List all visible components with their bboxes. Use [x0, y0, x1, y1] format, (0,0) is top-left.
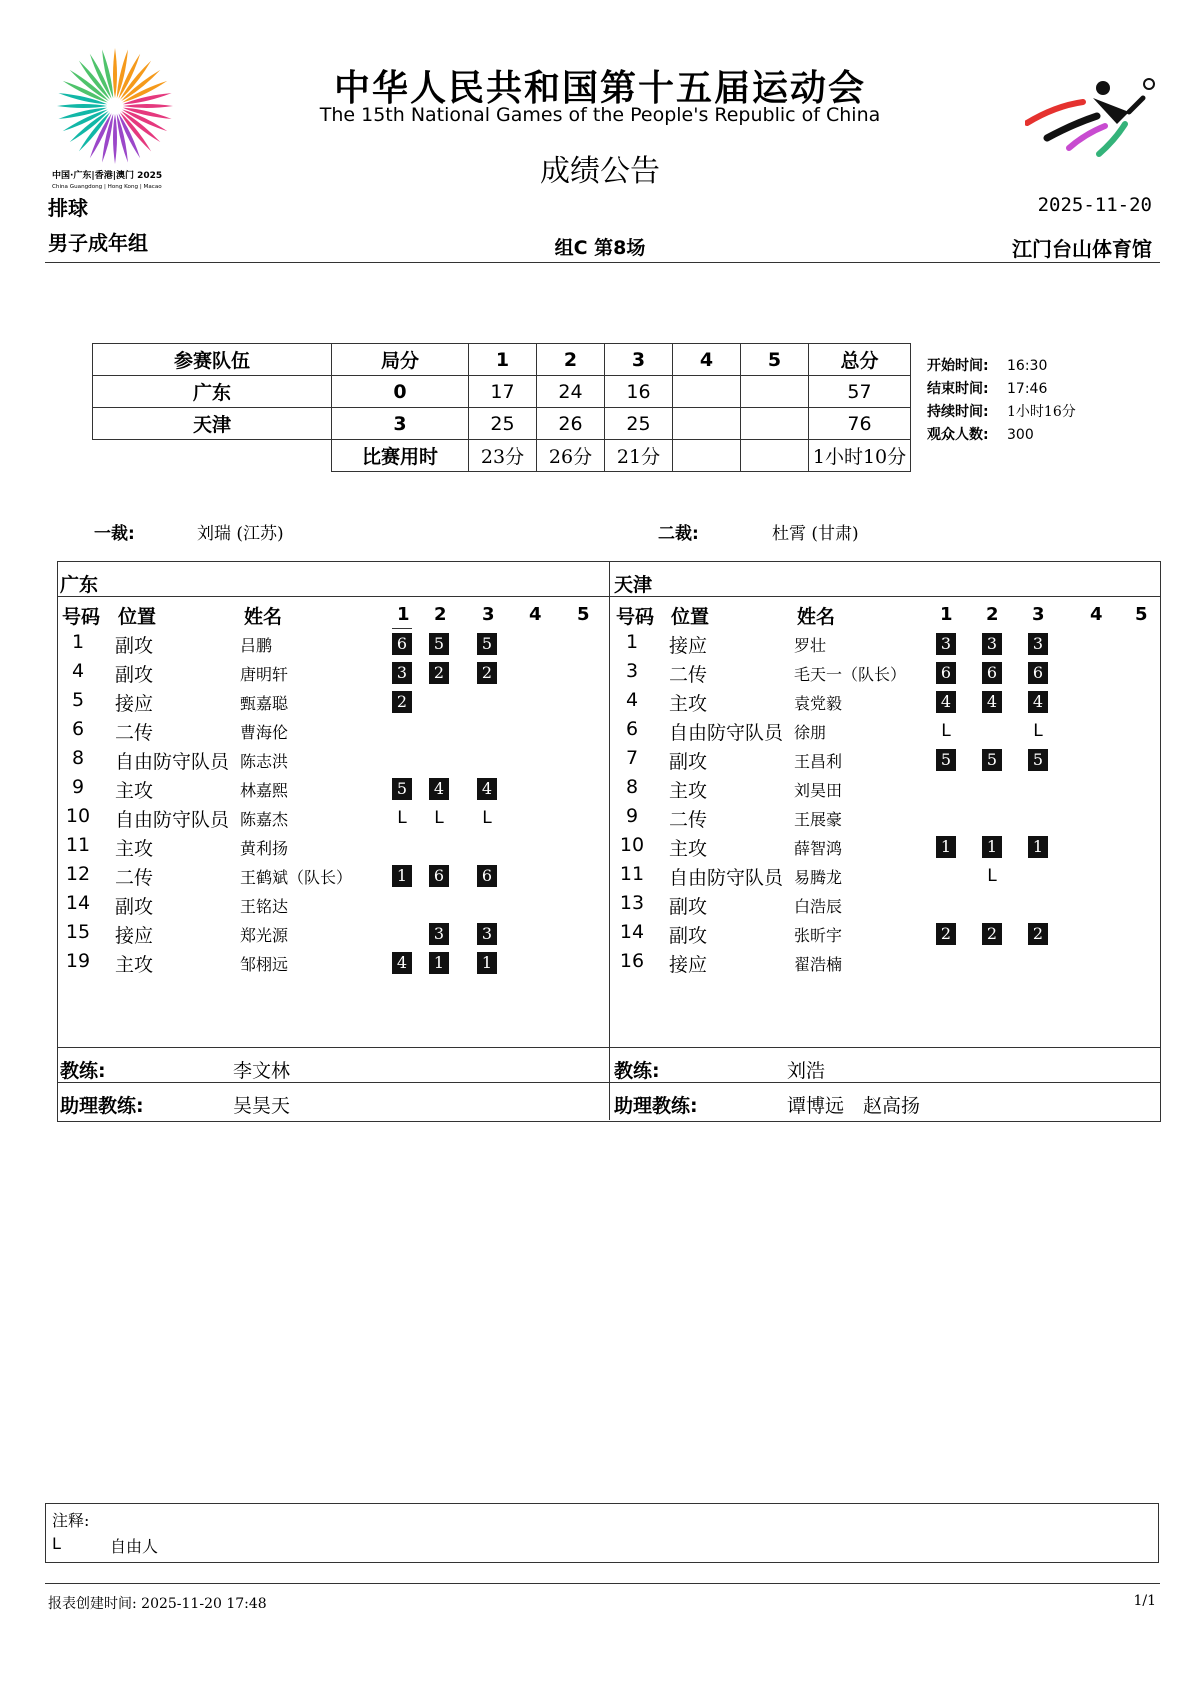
player-position: 副攻: [115, 896, 154, 918]
player-name: 唐明轩: [240, 665, 289, 684]
player-row: [609, 689, 1149, 717]
player-position: 接应: [669, 954, 708, 976]
rotation-position: 4: [392, 952, 412, 974]
rotation-position: 5: [477, 633, 497, 655]
rotation-position: 1: [936, 836, 956, 858]
player-name: 易腾龙: [794, 868, 843, 887]
score-header-set-1: 1: [469, 344, 537, 376]
second-referee: 杜霄 (甘肃): [772, 524, 859, 544]
player-name: 郑光源: [240, 926, 289, 945]
player-number: 11: [619, 863, 645, 885]
player-name: 薛智鸿: [794, 839, 843, 858]
first-referee-label: 一裁:: [94, 524, 135, 544]
score-row-team-a: [93, 376, 911, 408]
player-number: 1: [625, 631, 639, 653]
notes-box: [45, 1503, 1159, 1563]
player-name: 翟浩楠: [794, 955, 843, 974]
results-title: 成绩公告: [540, 154, 660, 189]
match-date: 2025-11-20: [1037, 194, 1152, 216]
libero-marker: L: [397, 808, 407, 828]
set-header: 1: [940, 604, 953, 625]
rotation-position: 1: [392, 865, 412, 887]
rotation-position: 1: [477, 952, 497, 974]
player-name: 张昕宇: [794, 926, 843, 945]
score-header-team: 参赛队伍: [93, 344, 332, 376]
logo-text-line1: 中国·广东|香港|澳门 2025: [52, 171, 163, 181]
score-duration-row: [93, 440, 911, 472]
page-title: 中华人民共和国第十五届运动会: [333, 68, 866, 109]
team-b-name: 天津: [614, 574, 653, 596]
team-a-coach-label: 教练:: [60, 1060, 106, 1082]
player-row: [55, 747, 595, 775]
player-row: [609, 834, 1149, 862]
rotation-position: 3: [477, 923, 497, 945]
player-position: 接应: [115, 925, 154, 947]
player-name: 刘昊田: [794, 781, 843, 800]
player-position: 二传: [669, 664, 708, 686]
player-row: [55, 950, 595, 978]
score-team-name: 天津: [93, 408, 332, 440]
player-position: 自由防守队员: [669, 867, 784, 889]
team-b-assistant: 谭博远 赵高扬: [787, 1095, 921, 1117]
player-row: [55, 834, 595, 862]
player-row: [55, 863, 595, 891]
rotation-position: 2: [1028, 923, 1048, 945]
player-name: 黄利扬: [240, 839, 289, 858]
player-name: 王昌利: [794, 752, 843, 771]
score-header-total: 总分: [809, 344, 911, 376]
player-number: 4: [625, 689, 639, 711]
duration-meta: 1小时16分: [1007, 404, 1076, 420]
rotation-position: 5: [1028, 749, 1048, 771]
set-header: 2: [434, 604, 447, 625]
page-number: 1/1: [1133, 1593, 1156, 1609]
player-number: 9: [71, 776, 85, 798]
player-position: 副攻: [115, 635, 154, 657]
second-referee-label: 二裁:: [658, 524, 699, 544]
page-title-english: The 15th National Games of the People's Republic of China: [319, 104, 881, 126]
score-set-1: 17: [469, 376, 537, 408]
team-b-coach: 刘浩: [787, 1060, 826, 1082]
player-number: 4: [71, 660, 85, 682]
player-position: 自由防守队员: [115, 809, 230, 831]
roster-header-rule: [57, 596, 1161, 597]
first-referee: 刘瑞 (江苏): [197, 524, 284, 544]
player-row: [55, 892, 595, 920]
player-number: 10: [619, 834, 645, 856]
footer-divider: [45, 1583, 1160, 1584]
set-duration-5: [741, 440, 809, 472]
rotation-position: 3: [982, 633, 1002, 655]
player-position: 主攻: [669, 780, 708, 802]
logo-text-line2: China Guangdong | Hong Kong | Macao: [52, 184, 162, 190]
score-header-sets: 局分: [332, 344, 469, 376]
player-row: [55, 631, 595, 659]
player-name: 陈嘉杰: [240, 810, 289, 829]
score-header-set-2: 2: [537, 344, 605, 376]
player-number: 14: [619, 921, 645, 943]
player-name: 陈志洪: [240, 752, 289, 771]
team-a-col-num: 号码: [62, 606, 101, 628]
player-number: 6: [71, 718, 85, 740]
team-b-assistant-label: 助理教练:: [614, 1095, 698, 1117]
report-created-time: 报表创建时间: 2025-11-20 17:48: [48, 1596, 267, 1612]
rotation-position: 4: [936, 691, 956, 713]
libero-marker: L: [1033, 721, 1043, 741]
player-position: 副攻: [669, 896, 708, 918]
player-position: 主攻: [115, 780, 154, 802]
player-number: 6: [625, 718, 639, 740]
set-header: 1: [397, 604, 410, 625]
player-row: [609, 776, 1149, 804]
player-position: 副攻: [115, 664, 154, 686]
libero-marker: L: [434, 808, 444, 828]
player-name: 袁党毅: [794, 694, 843, 713]
team-b-col-num: 号码: [616, 606, 655, 628]
rotation-position: 3: [392, 662, 412, 684]
libero-marker: L: [482, 808, 492, 828]
notes-key: L: [52, 1534, 61, 1553]
player-position: 主攻: [669, 693, 708, 715]
player-name: 徐朋: [794, 723, 827, 742]
start-time-label: 开始时间:: [927, 358, 989, 374]
player-position: 副攻: [669, 925, 708, 947]
player-row: [609, 631, 1149, 659]
player-number: 16: [619, 950, 645, 972]
rotation-position: 2: [392, 691, 412, 713]
player-row: [609, 921, 1149, 949]
rotation-position: 4: [982, 691, 1002, 713]
player-name: 毛天一（队长）: [794, 665, 907, 684]
player-position: 二传: [115, 722, 154, 744]
player-name: 白浩辰: [794, 897, 843, 916]
player-number: 10: [65, 805, 91, 827]
score-set-5: [741, 408, 809, 440]
team-a-assistant: 吴昊天: [233, 1095, 291, 1117]
player-row: [609, 863, 1149, 891]
player-row: [55, 660, 595, 688]
player-position: 主攻: [115, 838, 154, 860]
score-table: [92, 343, 911, 472]
end-time: 17:46: [1007, 381, 1048, 397]
score-header-row: [93, 344, 911, 376]
notes-value: 自由人: [110, 1537, 159, 1556]
set-header: 4: [529, 604, 542, 625]
rotation-position: 6: [982, 662, 1002, 684]
score-header-set-4: 4: [673, 344, 741, 376]
roster-assistant-rule: [57, 1082, 1161, 1083]
player-name: 王铭达: [240, 897, 289, 916]
team-b-col-name: 姓名: [797, 606, 836, 628]
player-row: [609, 950, 1149, 978]
rotation-position: 1: [982, 836, 1002, 858]
rotation-position: 3: [1028, 633, 1048, 655]
score-sets-won: 3: [332, 408, 469, 440]
rotation-position: 2: [429, 662, 449, 684]
set-duration-1: 23分: [469, 440, 537, 472]
set-header: 2: [986, 604, 999, 625]
player-position: 主攻: [115, 954, 154, 976]
player-position: 主攻: [669, 838, 708, 860]
score-header-set-3: 3: [605, 344, 673, 376]
player-number: 1: [71, 631, 85, 653]
match-meta: [927, 355, 1076, 447]
rotation-position: 6: [936, 662, 956, 684]
player-row: [609, 660, 1149, 688]
player-number: 11: [65, 834, 91, 856]
sport-name: 排球: [48, 196, 88, 220]
player-position: 副攻: [669, 751, 708, 773]
rotation-position: 2: [477, 662, 497, 684]
player-number: 14: [65, 892, 91, 914]
rotation-position: 1: [429, 952, 449, 974]
category: 男子成年组: [48, 231, 148, 255]
player-row: [609, 805, 1149, 833]
team-b-coach-label: 教练:: [614, 1060, 660, 1082]
libero-marker: L: [941, 721, 951, 741]
player-row: [609, 718, 1149, 746]
rotation-position: 6: [429, 865, 449, 887]
score-sets-won: 0: [332, 376, 469, 408]
score-set-1: 25: [469, 408, 537, 440]
player-number: 7: [625, 747, 639, 769]
player-name: 甄嘉聪: [240, 694, 289, 713]
score-empty-cell: [93, 440, 332, 472]
player-position: 二传: [669, 809, 708, 831]
duration-meta-label: 持续时间:: [927, 404, 989, 420]
team-a-col-pos: 位置: [118, 606, 157, 628]
rotation-position: 2: [982, 923, 1002, 945]
score-set-2: 24: [537, 376, 605, 408]
rotation-position: 6: [1028, 662, 1048, 684]
player-name: 王展豪: [794, 810, 843, 829]
set-header: 5: [1135, 604, 1148, 625]
set-header: 5: [577, 604, 590, 625]
set-duration-3: 21分: [605, 440, 673, 472]
player-number: 19: [65, 950, 91, 972]
set-duration-2: 26分: [537, 440, 605, 472]
player-position: 自由防守队员: [115, 751, 230, 773]
score-team-name: 广东: [93, 376, 332, 408]
player-number: 9: [625, 805, 639, 827]
player-row: [609, 747, 1149, 775]
start-time: 16:30: [1007, 358, 1048, 374]
audience-count: 300: [1007, 427, 1034, 443]
team-a-coach: 李文林: [233, 1060, 291, 1082]
player-position: 自由防守队员: [669, 722, 784, 744]
roster-coach-rule: [57, 1047, 1161, 1048]
player-row: [55, 805, 595, 833]
player-name: 邹栩远: [240, 955, 289, 974]
player-name: 罗壮: [794, 636, 827, 655]
player-number: 5: [71, 689, 85, 711]
team-a-set-underline: [392, 628, 412, 629]
player-row: [55, 689, 595, 717]
player-name: 吕鹏: [240, 636, 273, 655]
set-header: 3: [482, 604, 495, 625]
set-header: 3: [1032, 604, 1045, 625]
rotation-position: 3: [429, 923, 449, 945]
player-number: 3: [625, 660, 639, 682]
player-position: 接应: [669, 635, 708, 657]
score-set-4: [673, 408, 741, 440]
player-row: [609, 892, 1149, 920]
total-duration: 1小时10分: [809, 440, 911, 472]
player-number: 12: [65, 863, 91, 885]
rotation-position: 5: [429, 633, 449, 655]
team-a-col-name: 姓名: [244, 606, 283, 628]
header-divider: [45, 262, 1160, 263]
end-time-label: 结束时间:: [927, 381, 989, 397]
score-set-3: 16: [605, 376, 673, 408]
rotation-position: 5: [982, 749, 1002, 771]
score-header-set-5: 5: [741, 344, 809, 376]
rotation-position: 4: [477, 778, 497, 800]
rotation-position: 5: [392, 778, 412, 800]
score-set-5: [741, 376, 809, 408]
player-name: 王鹤斌（队长）: [240, 868, 353, 887]
score-total: 57: [809, 376, 911, 408]
team-b-col-pos: 位置: [671, 606, 710, 628]
rotation-position: 6: [392, 633, 412, 655]
score-total: 76: [809, 408, 911, 440]
player-row: [55, 718, 595, 746]
player-position: 接应: [115, 693, 154, 715]
rotation-position: 6: [477, 865, 497, 887]
match-info: 组C 第8场: [554, 237, 646, 259]
score-set-3: 25: [605, 408, 673, 440]
rotation-position: 5: [936, 749, 956, 771]
set-header: 4: [1090, 604, 1103, 625]
venue: 江门台山体育馆: [1012, 237, 1152, 261]
rotation-position: 3: [936, 633, 956, 655]
team-a-name: 广东: [60, 574, 99, 596]
duration-label: 比赛用时: [332, 440, 469, 472]
player-number: 15: [65, 921, 91, 943]
player-row: [55, 776, 595, 804]
rotation-position: 4: [1028, 691, 1048, 713]
libero-marker: L: [987, 866, 997, 886]
audience-label: 观众人数:: [927, 427, 989, 443]
rotation-position: 4: [429, 778, 449, 800]
player-number: 8: [625, 776, 639, 798]
rotation-position: 2: [936, 923, 956, 945]
player-number: 8: [71, 747, 85, 769]
notes-title: 注释:: [52, 1511, 90, 1530]
score-row-team-b: [93, 408, 911, 440]
score-set-4: [673, 376, 741, 408]
score-set-2: 26: [537, 408, 605, 440]
team-a-assistant-label: 助理教练:: [60, 1095, 144, 1117]
set-duration-4: [673, 440, 741, 472]
player-name: 林嘉熙: [240, 781, 289, 800]
player-position: 二传: [115, 867, 154, 889]
player-number: 13: [619, 892, 645, 914]
player-name: 曹海伦: [240, 723, 289, 742]
volleyball-pictogram-icon: [1025, 78, 1160, 158]
rotation-position: 1: [1028, 836, 1048, 858]
player-row: [55, 921, 595, 949]
